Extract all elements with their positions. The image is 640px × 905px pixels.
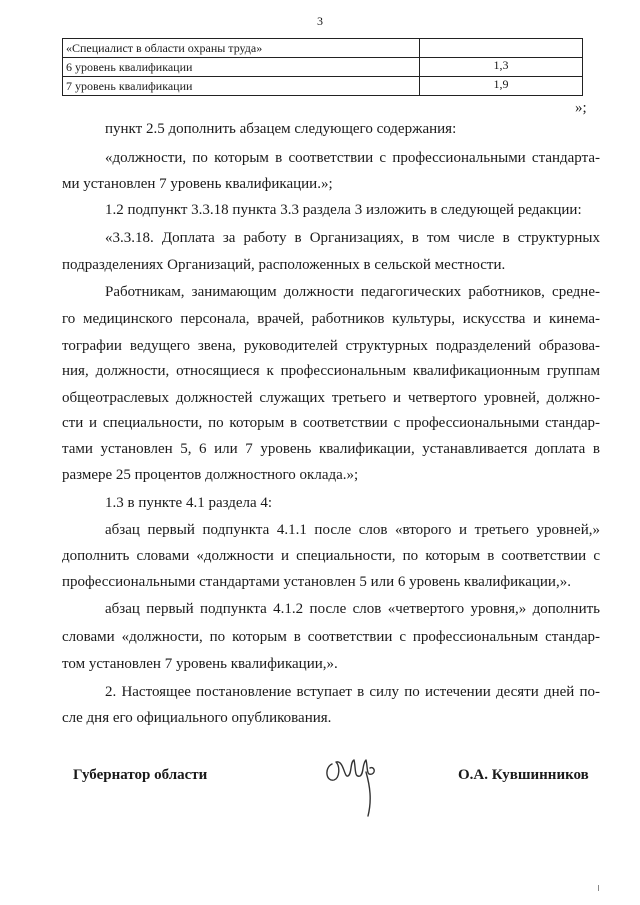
table-cell-value	[420, 39, 583, 58]
table-cell-value: 1,3	[420, 58, 583, 77]
table-row	[63, 77, 583, 96]
body-line: словами «должности, по которым в соответствии с профессиональным стандар-	[62, 629, 600, 645]
body-line: го медицинского персонала, врачей, работников культуры, искусства и кинема-	[62, 311, 600, 327]
body-line: 1.3 в пункте 4.1 раздела 4:	[105, 495, 273, 511]
table-row	[63, 39, 583, 58]
table-row	[63, 58, 583, 77]
body-line: размере 25 процентов должностного оклада.»;	[62, 467, 359, 483]
body-line: «должности, по которым в соответствии с профессиональными стандарта-	[105, 150, 600, 166]
scan-edge-mark	[598, 885, 599, 891]
body-line: дополнить словами «должности и специальности, по которым в соответствии с	[62, 548, 600, 564]
body-line: ми установлен 7 уровень квалификации.»;	[62, 176, 333, 192]
body-line: абзац первый подпункта 4.1.2 после слов «четвертого уровня,» дополнить	[105, 601, 600, 617]
body-line: 2. Настоящее постановление вступает в силу по истечении десяти дней по-	[105, 684, 600, 700]
signatory-name: О.А. Кувшинников	[458, 767, 589, 783]
body-line: пункт 2.5 дополнить абзацем следующего содержания:	[105, 121, 457, 137]
qualification-coefficient-table	[62, 38, 583, 96]
body-line: профессиональными стандартами установлен 5 или 6 уровень квалификации,».	[62, 574, 571, 590]
body-line: 1.2 подпункт 3.3.18 пункта 3.3 раздела 3 изложить в следующей редакции:	[105, 202, 582, 218]
body-line: общеотраслевых должностей служащих третьего и четвертого уровней, должно-	[62, 390, 600, 406]
table-cell-value: 1,9	[420, 77, 583, 96]
page-number: 3	[317, 14, 323, 28]
table-cell-name: 7 уровень квалификации	[63, 77, 420, 96]
body-line: ния, должности, относящиеся к профессиональным квалификационным группам	[62, 363, 600, 379]
table-closing-quote: »;	[575, 100, 587, 116]
signatory-title: Губернатор области	[73, 767, 208, 783]
body-line: Работникам, занимающим должности педагогических работников, средне-	[105, 284, 600, 300]
body-line: подразделениях Организаций, расположенных в сельской местности.	[62, 257, 506, 273]
body-line: тографии ведущего звена, руководителей структурных подразделений образова-	[62, 338, 600, 354]
body-line: том установлен 7 уровень квалификации,».	[62, 656, 338, 672]
body-line: сле дня его официального опубликования.	[62, 710, 332, 726]
body-line: сти и специальности, по которым в соответствии с профессиональными стандар-	[62, 415, 600, 431]
body-line: тами установлен 5, 6 или 7 уровень квалификации, устанавливается доплата в	[62, 441, 600, 457]
body-line: «3.3.18. Доплата за работу в Организациях, в том числе в структурных	[105, 230, 600, 246]
body-line: абзац первый подпункта 4.1.1 после слов «второго и третьего уровней,»	[105, 522, 600, 538]
table-cell-name: «Специалист в области охраны труда»	[63, 39, 420, 58]
table-cell-name: 6 уровень квалификации	[63, 58, 420, 77]
handwritten-signature-icon	[318, 742, 398, 822]
